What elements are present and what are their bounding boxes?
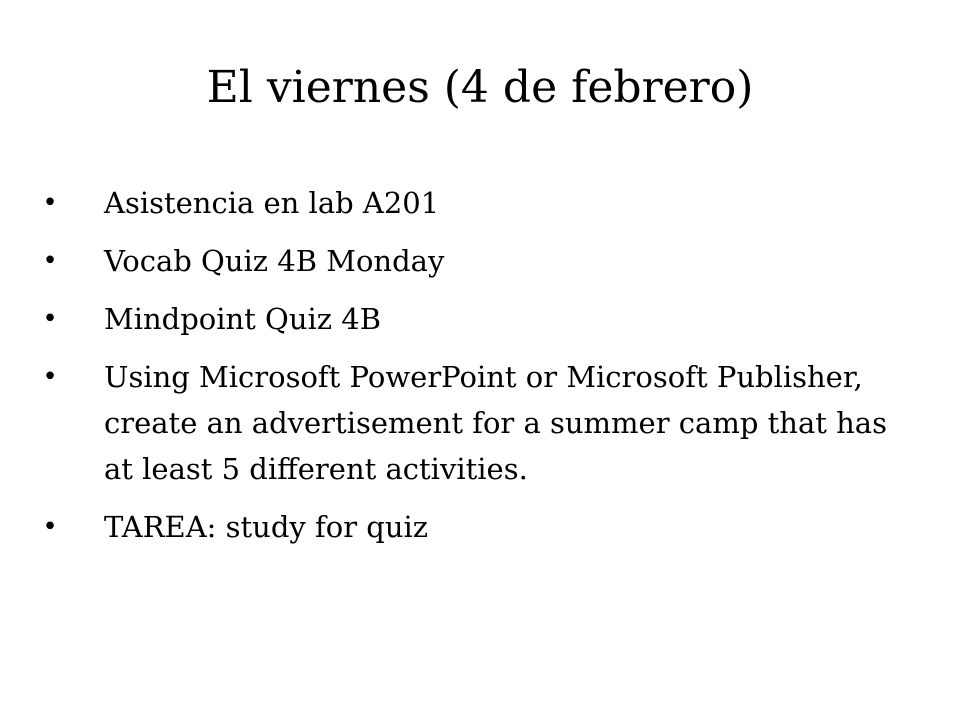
bullet-icon: • [42,304,58,334]
list-item-text: Mindpoint Quiz 4B [104,302,382,336]
list-item [40,180,920,226]
bullet-list [40,180,920,562]
list-item-text: Using Microsoft PowerPoint or Microsoft Publisher, create an advertisement for a summer camp that has at least 5 different activities. [104,360,887,486]
list-item-text: Asistencia en lab A201 [104,186,440,220]
bullet-icon: • [42,512,58,542]
list-item [40,354,920,492]
list-item-text: Vocab Quiz 4B Monday [104,244,445,278]
bullet-icon: • [42,246,58,276]
slide-title: El viernes (4 de febrero) [206,62,754,113]
bullet-icon: • [42,188,58,218]
list-item [40,238,920,284]
list-item [40,296,920,342]
list-item-text: TAREA: study for quiz [104,510,429,544]
list-item [40,504,920,550]
bullet-icon: • [42,362,58,392]
